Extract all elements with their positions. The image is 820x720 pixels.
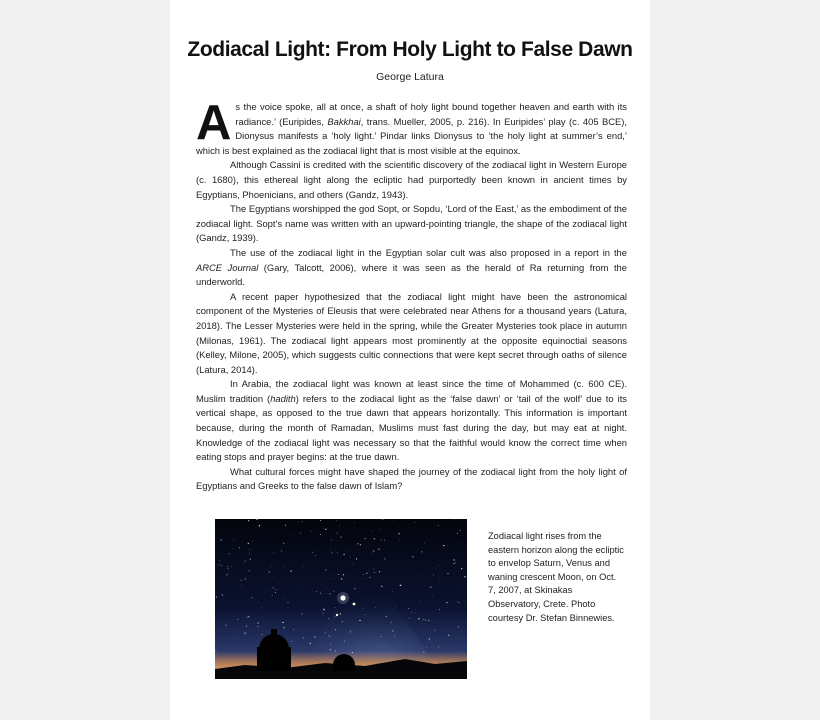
photo-caption: Zodiacal light rises from the eastern horizon along the ecliptic to envelop Saturn, Venus and waning crescent Moon, on Oct. 7, 2007, at Skinakas Observatory, Crete. Photo courtesy Dr. Stefan Binnewies. [488,531,624,623]
article-title: Zodiacal Light: From Holy Light to False Dawn [187,38,633,61]
paragraph-6-text-a: In Arabia, the zodiacal light was known at least since the time of Mohammed (c. 600 CE). Muslim tradition ( [196,378,627,404]
paragraph-6 [196,377,627,465]
paragraph-1-text-a: s the voice spoke, all at once, a shaft of holy light bound together heaven and earth with its radiance.’ (Euripides, [235,101,627,127]
zodiacal-light-photo [215,519,467,679]
paragraph-5-text: A recent paper hypothesized that the zodiacal light might have been the astronomical component of the Mysteries of Eleusis that were celebrated near Athens for a thousand years (Latura, 2018). The Lesser Mysteries were held in the spring, while the Greater Mysteries took place in autumn (Milonas, 1961). The zodiacal light appears most prominently at the opposite equinoctial seasons (Kelley, Milone, 2005), which suggests cultic connections that were kept secret through oaths of silence (Latura, 2014). [196,290,627,375]
paragraph-3-text: The Egyptians worshipped the god Sopt, or Sopdu, ‘Lord of the East,’ as the embodiment of the zodiacal light. Sopt’s name was written with an upward-pointing triangle, the shape of the zodiacal light (Gandz, 1939). [196,203,627,244]
paragraph-2 [196,158,627,202]
paragraph-7-text: What cultural forces might have shaped the journey of the zodiacal light from the holy light of Egyptians and Greeks to the false dawn of Islam? [196,465,627,492]
paragraph-7 [196,465,627,494]
work-title-bakkhai: Bakkhai [327,115,361,127]
paragraph-4 [196,246,627,290]
article-page [170,0,650,720]
drop-cap: A [196,96,232,150]
paragraph-1-text-b: , trans. Mueller, 2005, p. 216). In Euripides’ play (c. 405 BCE), Dionysus manifests a ‘holy light.’ Pindar links Dionysus to ‘the holy light at summer’s end,’ which is best explained as the zodiacal light that is most visible at the equinox. [196,115,627,156]
paragraph-4-text-b: (Gary, Talcott, 2006), where it was seen as the herald of Ra returning from the underworld. [196,261,627,288]
paragraph-5 [196,290,627,378]
saturn-dot [353,603,356,606]
article-body [196,96,627,494]
paragraph-2-text: Although Cassini is credited with the scientific discovery of the zodiacal light in Western Europe (c. 1680), this ethereal light along the ecliptic had purportedly been known in ancient times by Egyptians, Phoenicians, and others (Gandz, 1943). [196,159,627,200]
article-author: George Latura [376,71,444,83]
paragraph-3 [196,202,627,246]
term-hadith: hadith [270,392,296,404]
paragraph-4-text-a: The use of the zodiacal light in the Egyptian solar cult was also proposed in a report in the [230,246,627,258]
paragraph-1 [196,96,627,158]
moon-dot [336,614,338,616]
paragraph-6-text-b: ) refers to the zodiacal light as the ‘false dawn’ or ‘tail of the wolf’ due to its vertical shape, as opposed to the true dawn that appears horizontally. This information is important because, during the month of Ramadan, Muslims must fast during the day, but may eat at night. Knowledge of the zodiacal light was necessary so that the faithful would know the correct time when eating stops and prayer begins: at the true dawn. [196,392,627,463]
journal-title-arce: ARCE Journal [196,261,259,273]
